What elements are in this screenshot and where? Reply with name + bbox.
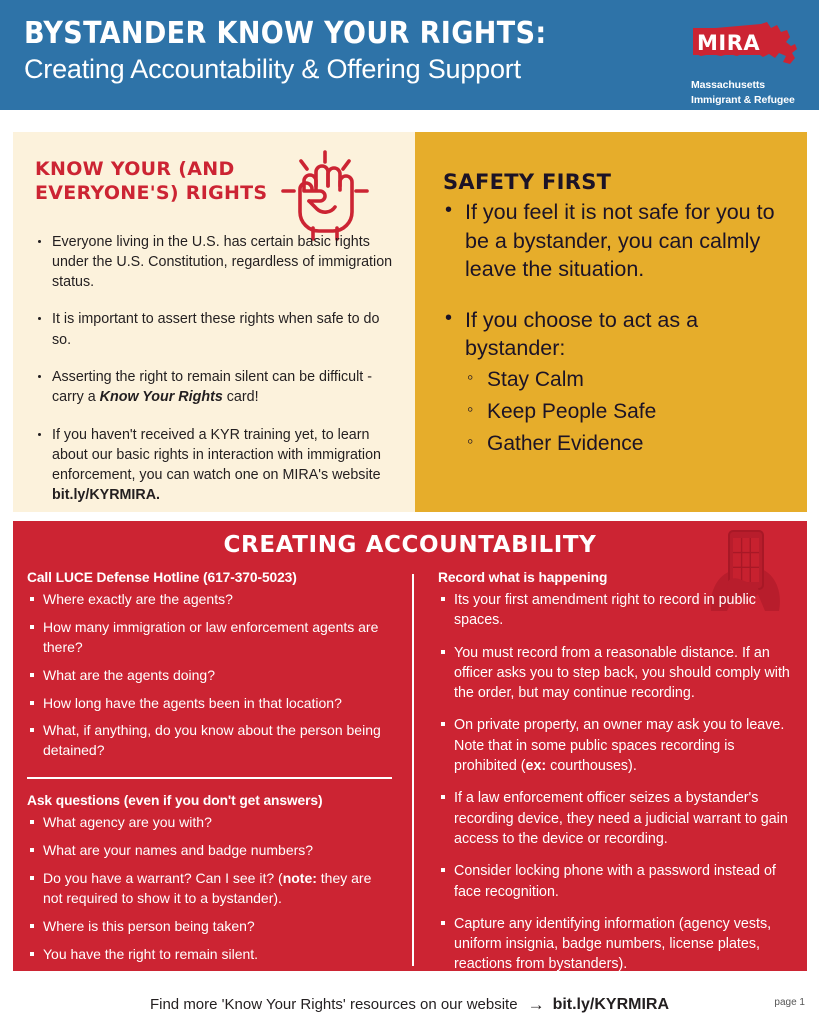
kyrmira-link[interactable]: bit.ly/KYRMIRA. <box>52 487 161 504</box>
list-item-tail: courthouses). <box>546 758 637 775</box>
safety-first-panel <box>415 132 807 512</box>
note-emphasis: note: <box>282 869 317 886</box>
massachusetts-map-icon <box>691 20 803 76</box>
list-item: Where is this person being taken? <box>27 917 392 937</box>
list-item: You must record from a reasonable distance. If an officer asks you to step back, you should comply with the order, but may continue recording. <box>438 643 795 704</box>
section-divider <box>27 777 392 779</box>
ask-questions-list <box>27 813 392 964</box>
list-item: It is important to assert these rights when safe to do so. <box>35 309 393 350</box>
accountability-right-column <box>412 570 795 971</box>
list-item <box>438 715 795 776</box>
list-item: Capture any identifying information (agency vests, uniform insignia, badge numbers, license plates, reactions from bystanders). <box>438 914 795 971</box>
logo-wordmark: MIRA <box>697 31 761 55</box>
list-item-text: Asserting the right to remain silent can be difficult - carry a <box>52 368 372 406</box>
mira-logo <box>691 10 803 123</box>
record-list <box>438 590 795 971</box>
logo-tagline-line1: Massachusetts <box>691 79 765 91</box>
raised-fist-icon <box>277 150 373 242</box>
list-item-tail: card! <box>222 389 259 406</box>
list-item: • If you feel it is not safe for you to be a bystander, you can calmly leave the situation. <box>443 198 789 284</box>
list-item: What agency are you with? <box>27 813 392 833</box>
luce-hotline-list <box>27 590 392 761</box>
list-item: How many immigration or law enforcement agents are there? <box>27 618 392 658</box>
list-item: ◦ Stay Calm <box>465 365 789 395</box>
footer-link[interactable]: bit.ly/KYRMIRA <box>552 995 670 1013</box>
logo-tagline-line2: Immigrant & Refugee <box>691 93 795 106</box>
record-heading: Record what is happening <box>438 570 608 585</box>
page-header <box>0 0 819 121</box>
page-subtitle: Creating Accountability & Offering Support <box>24 53 521 84</box>
luce-hotline-heading: Call LUCE Defense Hotline (617-370-5023) <box>27 570 297 585</box>
list-item <box>35 425 393 506</box>
list-item <box>35 367 393 408</box>
ex-emphasis: ex: <box>525 758 547 775</box>
list-item-text: If you choose to act as a bystander: <box>465 307 699 361</box>
list-item-tail: they are not required to show it to a bystander). <box>43 869 372 906</box>
column-divider <box>412 574 414 966</box>
list-item: You have the right to remain silent. <box>27 945 392 965</box>
footer-text: Find more 'Know Your Rights' resources on our website <box>149 996 518 1013</box>
list-item-text: Do you have a warrant? Can I see it? ( <box>43 869 283 886</box>
list-item: Everyone living in the U.S. has certain basic rights under the U.S. Constitution, regardless of immigration status. <box>35 232 393 293</box>
page-title: BYSTANDER KNOW YOUR RIGHTS: <box>24 16 547 51</box>
list-item-text: On private property, an owner may ask you to leave. Note that in some public spaces recording is prohibited ( <box>454 717 785 775</box>
bystander-actions-list <box>465 365 789 458</box>
accountability-columns <box>13 570 807 971</box>
page-number: page 1 <box>774 997 805 1008</box>
arrow-right-icon: → <box>527 994 545 1014</box>
list-item-text: If you haven't received a KYR training yet, to learn about our basic rights in interaction with immigration enforcement, you can watch one on MIRA's website <box>52 426 381 484</box>
list-item: Consider locking phone with a password instead of face recognition. <box>438 861 795 902</box>
creating-accountability-title: CREATING ACCOUNTABILITY <box>223 532 597 558</box>
list-item: What are the agents doing? <box>27 666 392 686</box>
accountability-left-column <box>27 570 412 971</box>
list-item: What, if anything, do you know about the person being detained? <box>27 721 392 761</box>
creating-accountability-section <box>13 521 807 971</box>
list-item: Its your first amendment right to record in public spaces. <box>438 590 795 631</box>
know-your-rights-heading: KNOW YOUR (AND EVERYONE'S) RIGHTS <box>35 158 268 204</box>
logo-tagline <box>691 78 803 123</box>
list-item: Where exactly are the agents? <box>27 590 392 610</box>
kyr-card-emphasis: Know Your Rights <box>99 389 223 406</box>
safety-first-list <box>443 198 789 458</box>
list-item: What are your names and badge numbers? <box>27 841 392 861</box>
list-item <box>443 306 789 459</box>
know-your-rights-panel <box>13 132 415 512</box>
list-item: How long have the agents been in that location? <box>27 694 392 714</box>
list-item: If a law enforcement officer seizes a bystander's recording device, they need a judicial warrant to gain access to the device or recording. <box>438 788 795 849</box>
top-panels <box>13 132 807 512</box>
safety-first-heading: SAFETY FIRST <box>443 170 612 194</box>
logo-tagline-line3: Advocacy Coalition <box>691 108 787 121</box>
ask-questions-heading: Ask questions (even if you don't get answers) <box>27 793 323 809</box>
list-item: ◦ Gather Evidence <box>465 429 789 459</box>
list-item: ◦ Keep People Safe <box>465 397 789 427</box>
header-titles <box>24 10 547 85</box>
know-your-rights-list <box>35 232 393 506</box>
list-item <box>27 869 392 909</box>
page-footer <box>0 985 819 1024</box>
